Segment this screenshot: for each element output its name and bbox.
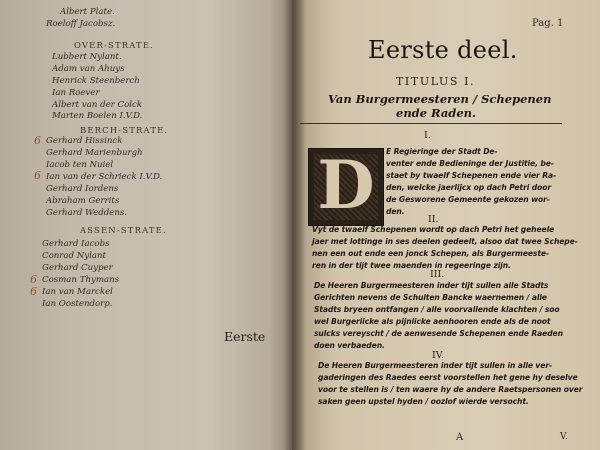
text-line: Vyt de twaelf Schepenen wordt op dach Petri het geheele [312,225,555,234]
text-line: De Heeren Burgermeesteren inder tijt sullen in alle ver- [318,361,553,370]
text-line: ren in der tijt twee maenden in regeeringe zijn. [312,261,511,270]
name-line: Ian Oostendorp. [42,299,113,309]
name-line: Lubbert Nylant. [52,52,122,62]
text-line: den, welcke jaerlijcx op dach Petri door [386,183,551,192]
section-heading-over-strate: OVER-STRATE. [74,40,154,50]
margin-mark: 6 [30,273,37,286]
chapter-heading-line: Van Burgermeesteren / Schepenen [328,92,552,106]
text-line: venter ende Bedieninge der Justitie, be- [386,159,554,168]
name-line: Abraham Gerrits [46,196,120,206]
name-line: Gerhard Marienburgh [46,148,143,158]
margin-mark: 6 [34,134,41,147]
decorated-initial [308,148,384,226]
text-line: voor te stellen is / ten waere hy de andere Raetspersonen over [318,385,583,394]
left-page [0,0,292,450]
text-line: den. [386,207,405,216]
margin-mark: 6 [30,285,37,298]
titulus-heading: TITULUS I. [396,75,476,88]
text-line: de Gesworene Gemeente gekozen wor- [386,195,550,204]
margin-mark: 6 [34,169,41,182]
name-line: Gerhard Cuyper [42,263,113,273]
signature-mark: A [456,432,464,443]
name-line: Marten Boelen I.V.D. [52,111,143,121]
corner-mark: V. [560,432,568,442]
text-line: Gerichten nevens de Schulten Bancke waernemen / alle [314,293,547,302]
section-numeral: IV. [432,350,444,361]
text-line: gaderingen des Raedes eerst voorstellen het gene hy deselve [318,373,578,382]
name-line: Albert Plate. [60,7,115,17]
text-line: staet by twaelf Schepenen ende vier Ra- [386,171,557,180]
name-line: Ian van der Schrieck I.V.D. [46,172,163,182]
section-heading-berch-strate: BERCH-STRATE. [80,125,169,135]
page-title: Eerste deel. [368,36,518,64]
name-line: Albert van der Colck [52,100,143,110]
text-line: jaer met lottinge in ses deelen gedeelt, alsoo dat twee Schepe- [312,237,578,246]
name-line: Conrad Nylant [42,251,106,261]
text-line: doen verbaeden. [314,341,385,350]
name-line: Gerhard Iacobs [42,239,110,249]
text-line: sulcks vereyscht / de aenwesende Schepenen ende Raeden [314,329,563,338]
text-line: saken geen upstel hyden / oozlof wierde versocht. [318,397,529,406]
text-line: wel Burgerlicke als pijnlicke aenhooren ende als de noot [314,317,551,326]
catchword: Eerste [224,329,266,344]
name-line: Ian van Marckel [42,287,113,297]
text-line: nen een out ende een jonck Schepen, als Burgermeeste- [312,249,549,258]
name-line: Gerhard Iordens [46,184,119,194]
name-line: Ian Roever [52,88,100,98]
book-gutter [283,0,305,450]
chapter-heading-line: ende Raden. [396,106,477,120]
initial-letter: D [317,146,375,224]
section-numeral: II. [428,214,439,225]
section-heading-assen-strate: ASSEN-STRATE. [80,225,167,235]
text-line: E Regieringe der Stadt De- [386,147,498,156]
name-line: Gerhard Hissinck [46,136,123,146]
heading-rule [300,123,562,124]
text-line: De Heeren Burgermeesteren inder tijt sullen alle Stadts [314,281,549,290]
name-line: Henrick Steenberch [52,76,140,86]
name-line: Adam van Ahuys [52,64,125,74]
section-numeral: I. [424,130,431,141]
name-line: Iacob ten Nuiel [46,160,114,170]
name-line: Gerhard Weddens. [46,208,128,218]
name-line: Roeloff Jacobsz. [46,19,116,29]
text-line: Stadts bryeen ontfangen / alle voorvallende klachten / soo [314,305,560,314]
section-numeral: III. [430,269,445,280]
name-line: Cosman Thymans [42,275,120,285]
page-number: Pag. 1 [532,18,564,29]
